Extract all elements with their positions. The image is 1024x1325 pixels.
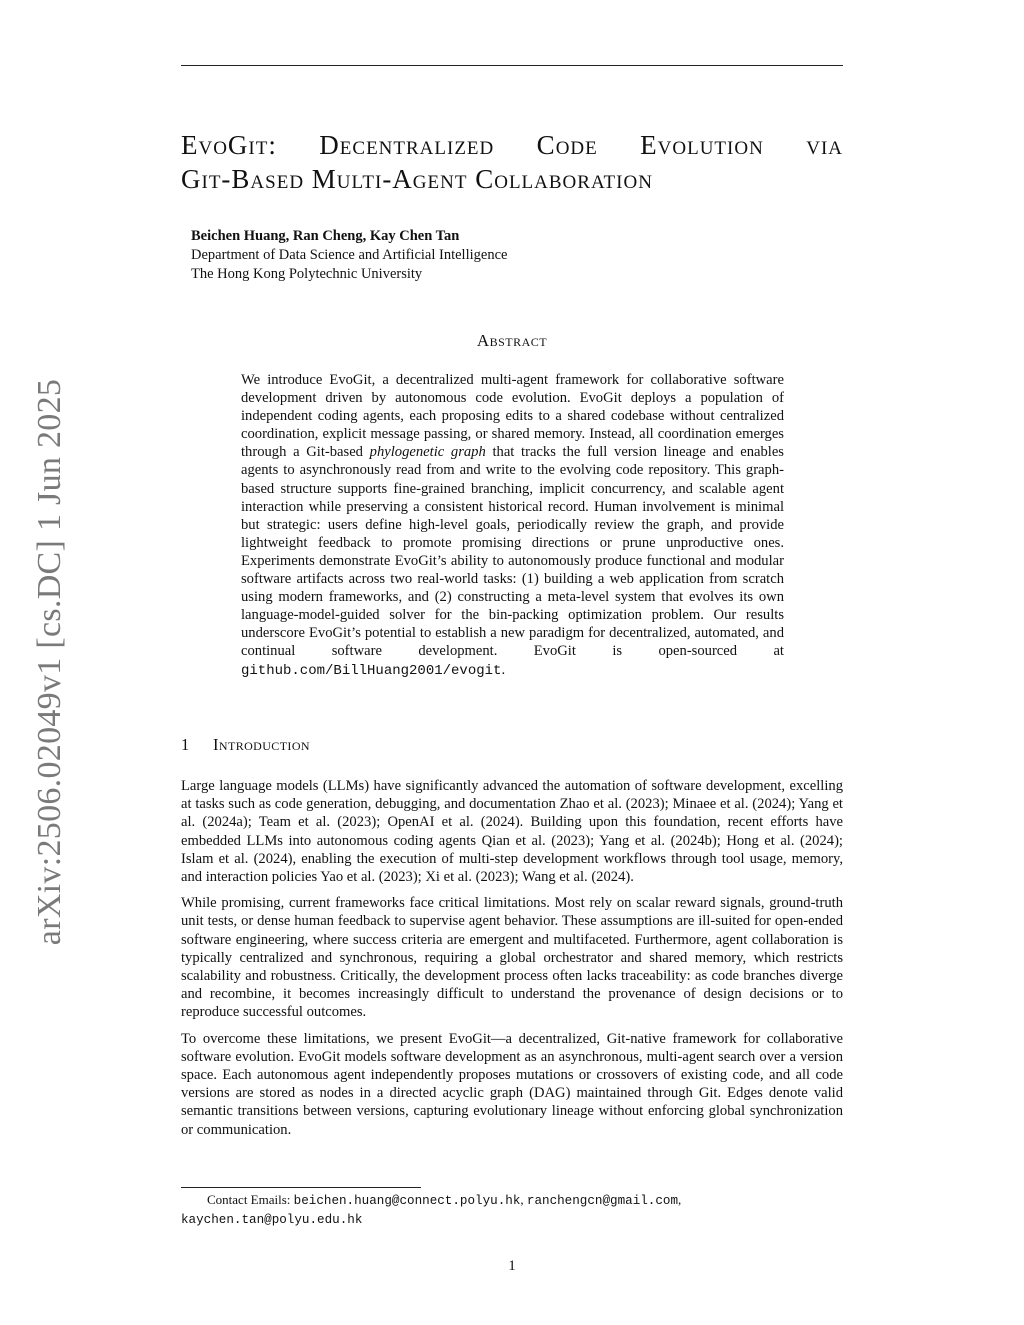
abstract-end: . [501,661,506,678]
email-link-2[interactable]: ranchengcn@gmail.com [526,1194,679,1208]
paper-title [181,128,843,196]
footnote-label: Contact Emails: [207,1192,291,1207]
intro-paragraph-2: While promising, current frameworks face critical limitations. Most rely on scalar reward signals, ground-truth unit tests, or dense human feedback to supervise agent behavior. These assumptions are ill-suited for open-ended software engineering, where success criteria are emergent and multifaceted. Furthermore, agent collaboration is typically centralized and synchronous, requiring a global orchestrator and shared memory, which restricts scalability and robustness. Critically, the development process often lacks traceability: as code branches diverge and recombine, it becomes increasingly difficult to understand the provenance of design decisions or to reproduce successful outcomes. [181,895,843,1021]
abstract-text [241,371,784,680]
abstract-part1: We introduce EvoGit, a decentralized multi-agent framework for collaborative software development driven by autonomous code evolution. EvoGit deploys a population of independent coding agents, each proposing edits to a shared codebase without centralized coordination, explicit message passing, or shared memory. Instead, all coordination emerges through a Git-based [241,372,784,461]
affiliation-department: Department of Data Science and Artificial Intelligence [191,247,508,263]
abstract-part2: that tracks the full version lineage and enables agents to asynchronously read from and write to the evolving code repository. This graph-based structure supports fine-grained branching, implicit concurrency, and scalable agent interaction while preserving a consistent historical record. Human involvement is minimal but strategic: users define high-level goals, periodically review the graph, and provide lightweight feedback to promote promising directions or prune unproductive ones. Experiments demonstrate EvoGit’s ability to autonomously produce functional and modular software artifacts across two real-world tasks: (1) building a web application from scratch using modern frameworks, and (2) constructing a meta-level system that evolves its own language-model-guided solver for the bin-packing optimization problem. Our results underscore EvoGit’s potential to establish a new paradigm for decentralized, automated, and continual software development. EvoGit is open-sourced at [241,444,784,660]
author-block [191,227,507,284]
email-link-3[interactable]: kaychen.tan@polyu.edu.hk [181,1213,363,1227]
email-separator-2: , [678,1192,682,1207]
arxiv-identifier-stamp[interactable]: arXiv:2506.02049v1 [cs.DC] 1 Jun 2025 [31,378,68,946]
email-link-1[interactable]: beichen.huang@connect.polyu.hk [293,1194,521,1208]
introduction-body [181,777,843,1147]
section-title: Introduction [213,735,310,754]
intro-paragraph-3: To overcome these limitations, we present EvoGit—a decentralized, Git-native framework for collaborative software evolution. EvoGit models software development as an asynchronous, multi-agent search over a version space. Each autonomous agent independently proposes mutations or crossovers of existing code, and all code versions are stored as nodes in a directed acyclic graph (DAG) maintained through Git. Edges denote valid semantic transitions between versions, capturing evolutionary lineage without enforcing global synchronization or communication. [181,1030,843,1138]
paper-title-line2: Git-Based Multi-Agent Collaboration [181,164,653,194]
paper-title-line1: EvoGit: Decentralized Code Evolution via [181,130,843,160]
top-rule [181,65,843,66]
footnote-contact [181,1191,843,1229]
page-number: 1 [508,1258,516,1274]
abstract-heading: Abstract [476,331,548,350]
author-names: Beichen Huang, Ran Cheng, Kay Chen Tan [191,228,460,244]
intro-paragraph-1: Large language models (LLMs) have significantly advanced the automation of software development, excelling at tasks such as code generation, debugging, and documentation Zhao et al. (2023); Minaee et al. (2024); Yang et al. (2024a); Team et al. (2023); OpenAI et al. (2024). Building upon this foundation, recent efforts have embedded LLMs into autonomous coding agents Qian et al. (2023); Yang et al. (2024b); Hong et al. (2024); Islam et al. (2024), enabling the execution of multi-step development workflows through tool usage, memory, and interaction policies Yao et al. (2023); Xi et al. (2023); Wang et al. (2024). [181,778,843,886]
section-number: 1 [181,735,190,754]
repo-link[interactable]: github.com/BillHuang2001/evogit [241,662,502,679]
affiliation-university: The Hong Kong Polytechnic University [191,266,423,282]
abstract-italic-term: phylogenetic graph [369,444,486,461]
email-separator-1: , [520,1192,524,1207]
footnote-rule [181,1187,421,1188]
section-heading-introduction [181,735,310,755]
